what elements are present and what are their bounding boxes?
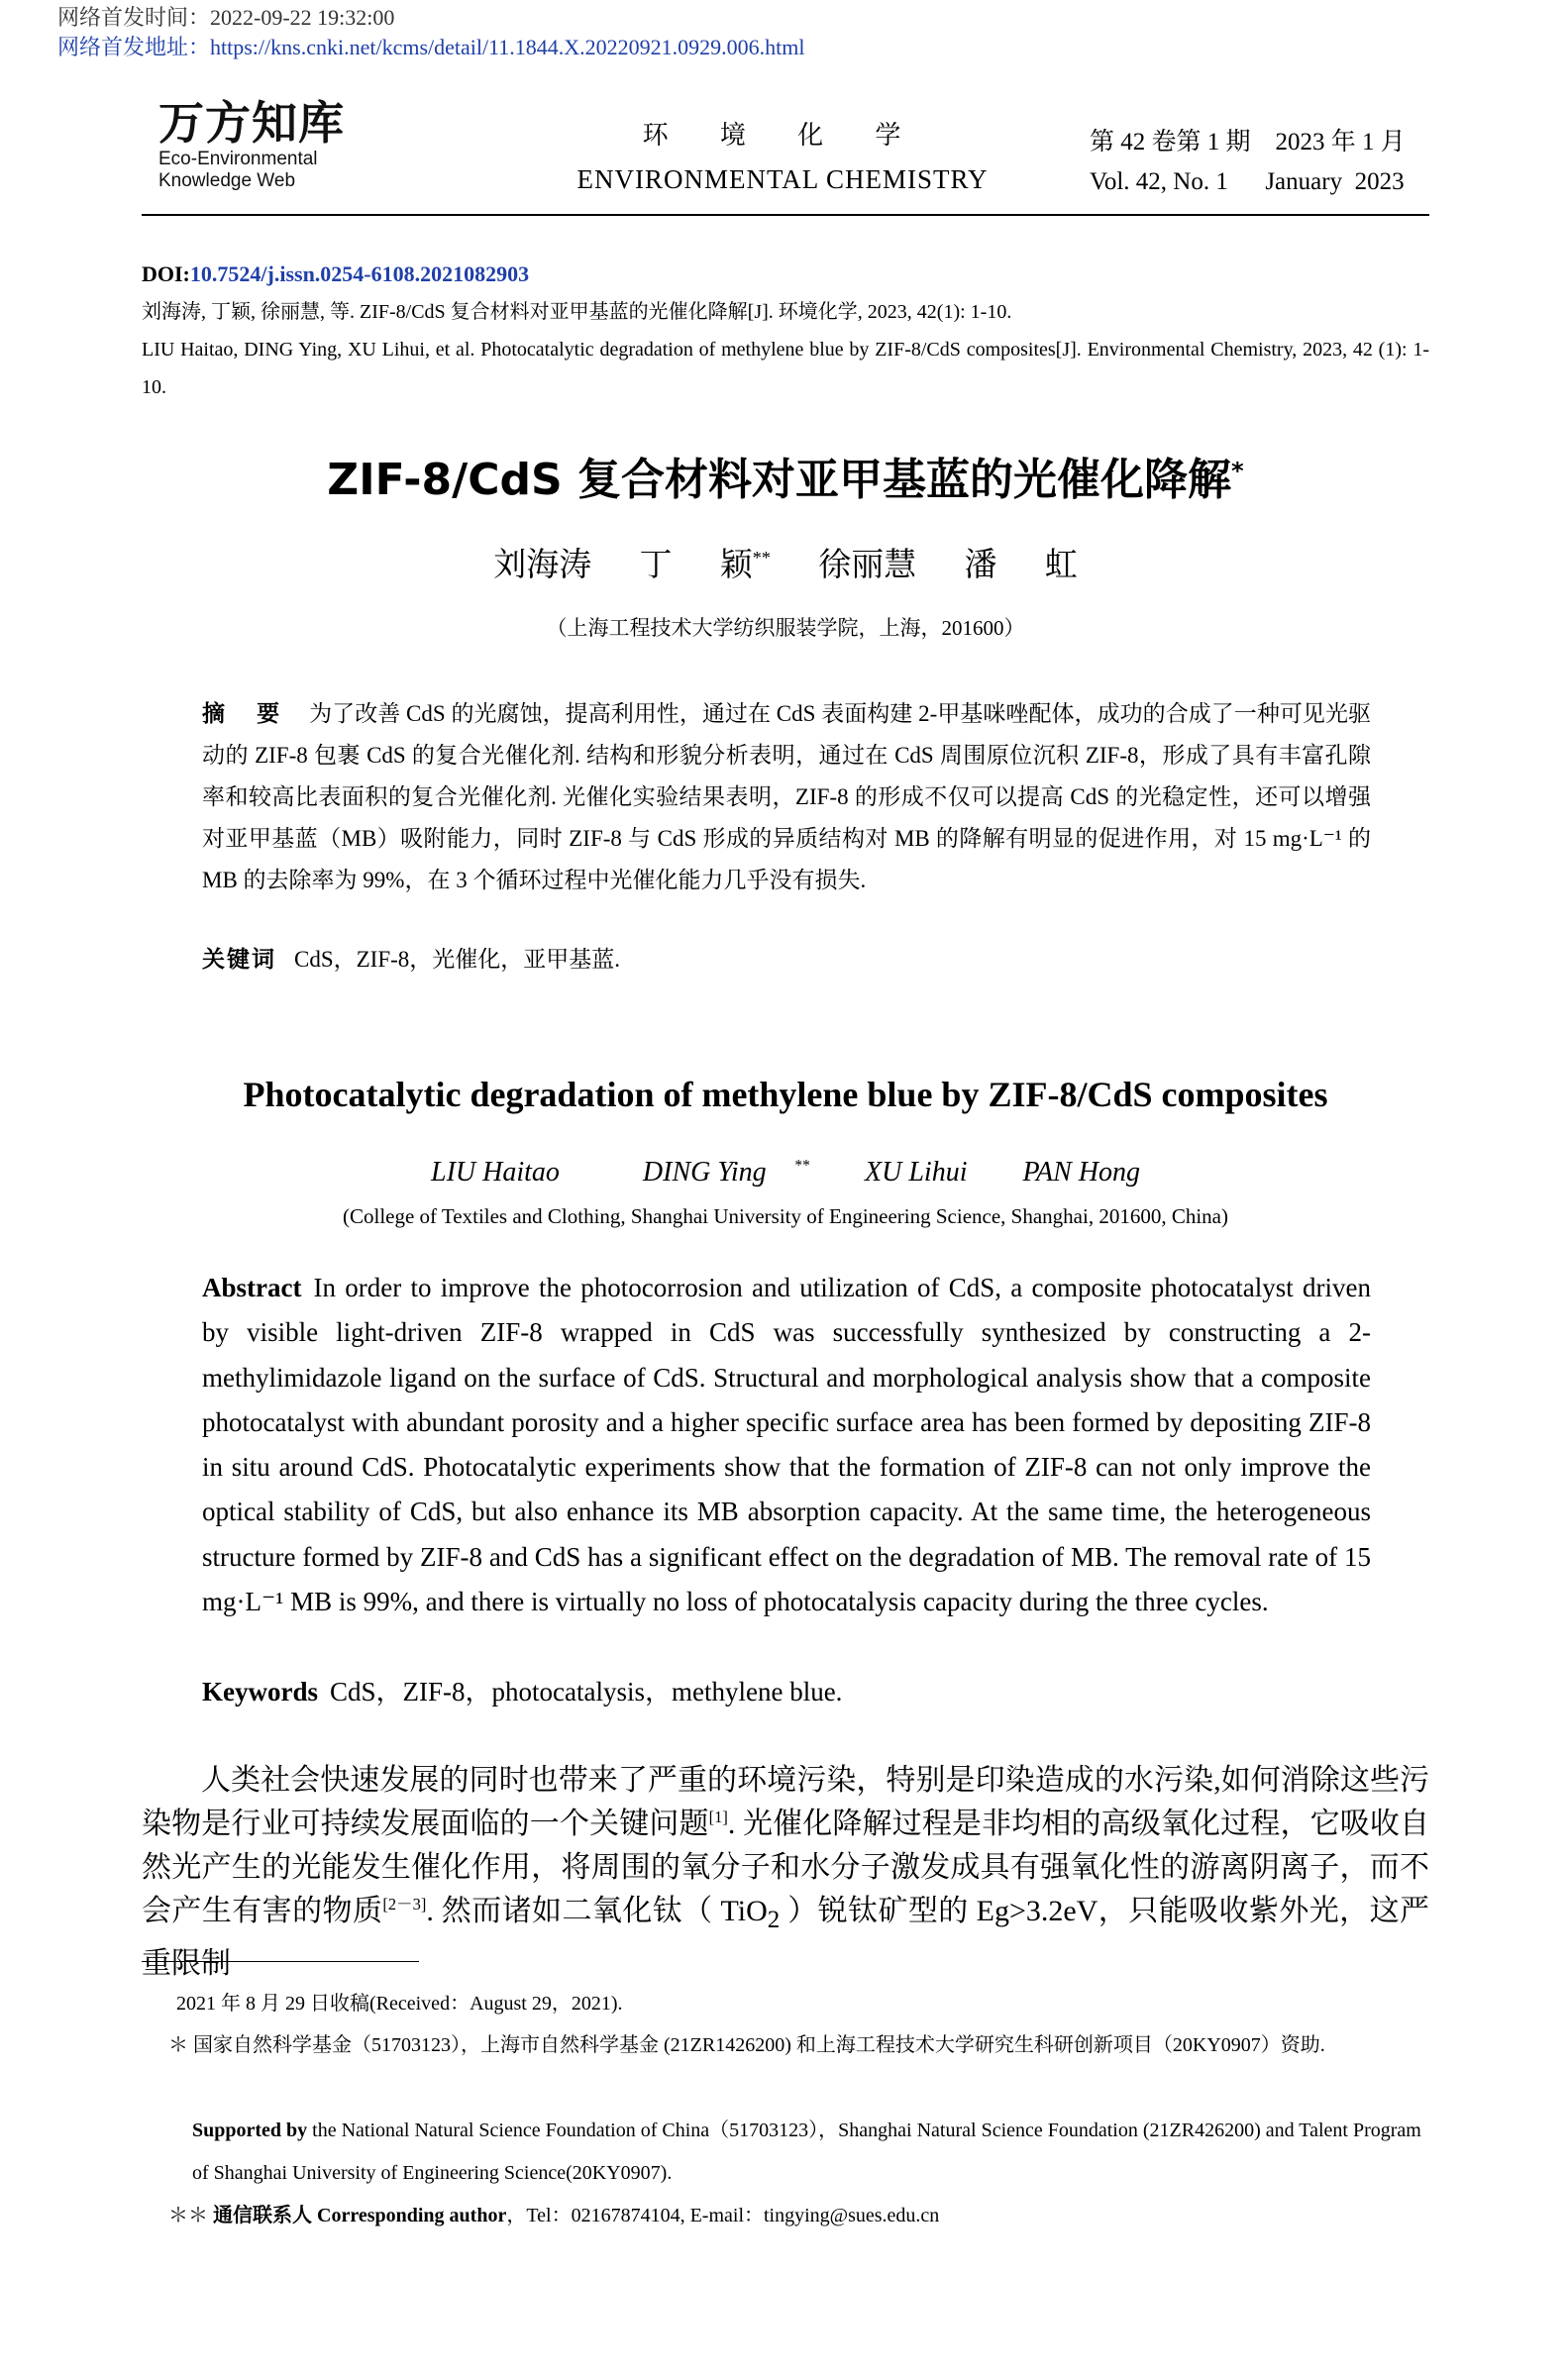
publish-url-link[interactable]: https://kns.cnki.net/kcms/detail/11.1844.X.20220921.0929.006.html [210, 35, 805, 59]
funding-text: 国家自然科学基金（51703123），上海市自然科学基金 (21ZR1426200) 和上海工程技术大学研究生科研创新项目（20KY0907）资助. [193, 2034, 1325, 2056]
author-en: XU Lihui [865, 1157, 968, 1188]
abstract-en [202, 1266, 1371, 1624]
corresponding-mark-en: ** [793, 1157, 810, 1175]
footnote-funding-en [192, 2110, 1428, 2195]
title-cn-text: ZIF-8/CdS 复合材料对亚甲基蓝的光催化降解 [327, 455, 1232, 505]
author-en: DING Ying ** [642, 1157, 810, 1188]
reference-link[interactable]: [1] [708, 1808, 728, 1826]
affiliation-en: (College of Textiles and Clothing, Shanghai University of Engineering Science, Shanghai, 201600, China) [343, 1204, 1228, 1228]
doi-link[interactable]: 10.7524/j.issn.0254-6108.2021082903 [189, 261, 530, 286]
authors-cn [142, 543, 1429, 588]
contact-text: ，Tel：02167874104, E-mail：tingying@sues.edu.cn [506, 2205, 940, 2226]
keywords-en-text: CdS，ZIF-8，photocatalysis，methylene blue. [330, 1677, 843, 1707]
title-footnote-mark: * [1231, 457, 1244, 485]
keywords-label-cn: 关键词 [202, 947, 276, 973]
publish-time-line [57, 4, 394, 31]
authors-en [142, 1153, 1429, 1192]
abstract-cn [202, 693, 1371, 901]
issue-info-cn: 第 42 卷第 1 期 2023 年 1 月 [1090, 129, 1406, 155]
keywords-cn-text: CdS，ZIF-8，光催化，亚甲基蓝. [294, 947, 621, 972]
journal-name-cn: 环 境 化 学 [642, 121, 923, 151]
affiliation-cn: （上海工程技术大学纺织服装学院，上海，201600） [546, 616, 1025, 640]
author-cn: 刘海涛 [493, 548, 592, 583]
footnote-contact [168, 2195, 1428, 2237]
logo-mark: 万方知库 [158, 96, 345, 150]
footnote-funding-cn [168, 2024, 1428, 2067]
publish-time-label: 网络首发时间： [57, 5, 211, 30]
author-en: LIU Haitao [431, 1157, 560, 1188]
support-label: Supported by [192, 2120, 308, 2141]
contact-label-en: Corresponding author [317, 2205, 507, 2226]
author-en: PAN Hong [1022, 1157, 1140, 1188]
citation-cn: 刘海涛, 丁颖, 徐丽慧, 等. ZIF-8/CdS 复合材料对亚甲基蓝的光催化降解[J]. 环境化学, 2023, 42(1): 1-10. [142, 301, 1012, 323]
corresponding-mark: ** [752, 548, 771, 568]
logo-subtitle-2: Knowledge Web [158, 170, 296, 191]
funding-mark: ＊ [168, 2034, 188, 2056]
publish-url-label: 网络首发地址： [57, 35, 211, 59]
contact-mark: ＊＊ [168, 2205, 208, 2226]
issue-info-en: Vol. 42, No. 1 January 2023 [1090, 168, 1405, 195]
keywords-label-en: Keywords [202, 1677, 318, 1707]
publisher-logo [158, 97, 376, 208]
doi-label: DOI: [142, 261, 190, 286]
abstract-en-text: In order to improve the photocorrosion and utilization of CdS, a composite photocatalyst driven by visible light-driven ZIF-8 wrapped in CdS was successfully synthesized by constructing a 2-methylimidazole ligand on the surface of CdS. Structural and morphological analysis show that a composite photocatalyst with abundant porosity and a higher specific surface area has been formed by depositing ZIF-8 in situ around CdS. Photocatalytic experiments show that the formation of ZIF-8 can not only improve the optical stability of CdS, but also enhance its MB absorption capacity. At the same time, the heterogeneous structure formed by ZIF-8 and CdS has a significant effect on the degradation of MB. The removal rate of 15 mg·L⁻¹ MB is 99%, and there is virtually no loss of photocatalysis capacity during the three cycles. [202, 1273, 1371, 1617]
support-text: the National Natural Science Foundation of China（51703123），Shanghai Natural Science Foundation (21ZR426200) and Talent Program of Shanghai University of Engineering Science(20KY0907). [192, 2120, 1421, 2184]
author-cn: 徐丽慧 [818, 548, 917, 583]
abstract-label-en: Abstract [202, 1273, 302, 1302]
reference-link[interactable]: [2－3] [382, 1895, 427, 1914]
header-divider [142, 214, 1429, 216]
keywords-en [202, 1670, 1371, 1714]
contact-label-cn: 通信联系人 [213, 2205, 312, 2226]
abstract-label-cn: 摘 要 [202, 701, 292, 727]
doi-line [142, 259, 529, 289]
article-title-en: Photocatalytic degradation of methylene blue by ZIF-8/CdS composites [243, 1075, 1328, 1114]
publish-url-line [57, 34, 805, 60]
body-paragraph: 人类社会快速发展的同时也带来了严重的环境污染，特别是印染造成的水污染,如何消除这些污染物是行业可持续发展面临的一个关键问题[1]. 光催化降解过程是非均相的高级氧化过程，它吸收自然光产生的光能发生催化作用，将周围的氧分子和水分子激发成具有强氧化性的游离阴离子，而不会产生有害的物质[2－3]. 然而诸如二氧化钛（ TiO$_2$ ）锐钛矿型的 Eg>3.2eV，只能吸收紫外光，这严重限制 [142, 1764, 1430, 1980]
logo-subtitle-1: Eco-Environmental [158, 149, 318, 169]
keywords-cn [202, 939, 1371, 981]
publish-time: 2022-09-22 19:32:00 [210, 5, 395, 30]
author-cn: 丁 颖** [639, 548, 771, 583]
citation-en: LIU Haitao, DING Ying, XU Lihui, et al. Photocatalytic degradation of methylene blue by ZIF-8/CdS composites[J]. Environmental Chemistry, 2023, 42 (1): 1-10. [142, 339, 1429, 398]
footnote-received: 2021 年 8 月 29 日收稿(Received：August 29，2021). [176, 1993, 623, 2015]
journal-name-en: ENVIRONMENTAL CHEMISTRY [576, 164, 989, 194]
article-title-cn [142, 451, 1429, 510]
author-cn: 潘 虹 [964, 548, 1078, 583]
footnote-divider [142, 1961, 419, 1962]
abstract-cn-text: 为了改善 CdS 的光腐蚀，提高利用性，通过在 CdS 表面构建 2-甲基咪唑配体，成功的合成了一种可见光驱动的 ZIF-8 包裹 CdS 的复合光催化剂. 结构和形貌分析表明，通过在 CdS 周围原位沉积 ZIF-8，形成了具有丰富孔隙率和较高比表面积的复合光催化剂. 光催化实验结果表明，ZIF-8 的形成不仅可以提高 CdS 的光稳定性，还可以增强对亚甲基蓝（MB）吸附能力，同时 ZIF-8 与 CdS 形成的异质结构对 MB 的降解有明显的促进作用，对 15 mg·L⁻¹ 的 MB 的去除率为 99%，在 3 个循环过程中光催化能力几乎没有损失. [202, 701, 1371, 892]
